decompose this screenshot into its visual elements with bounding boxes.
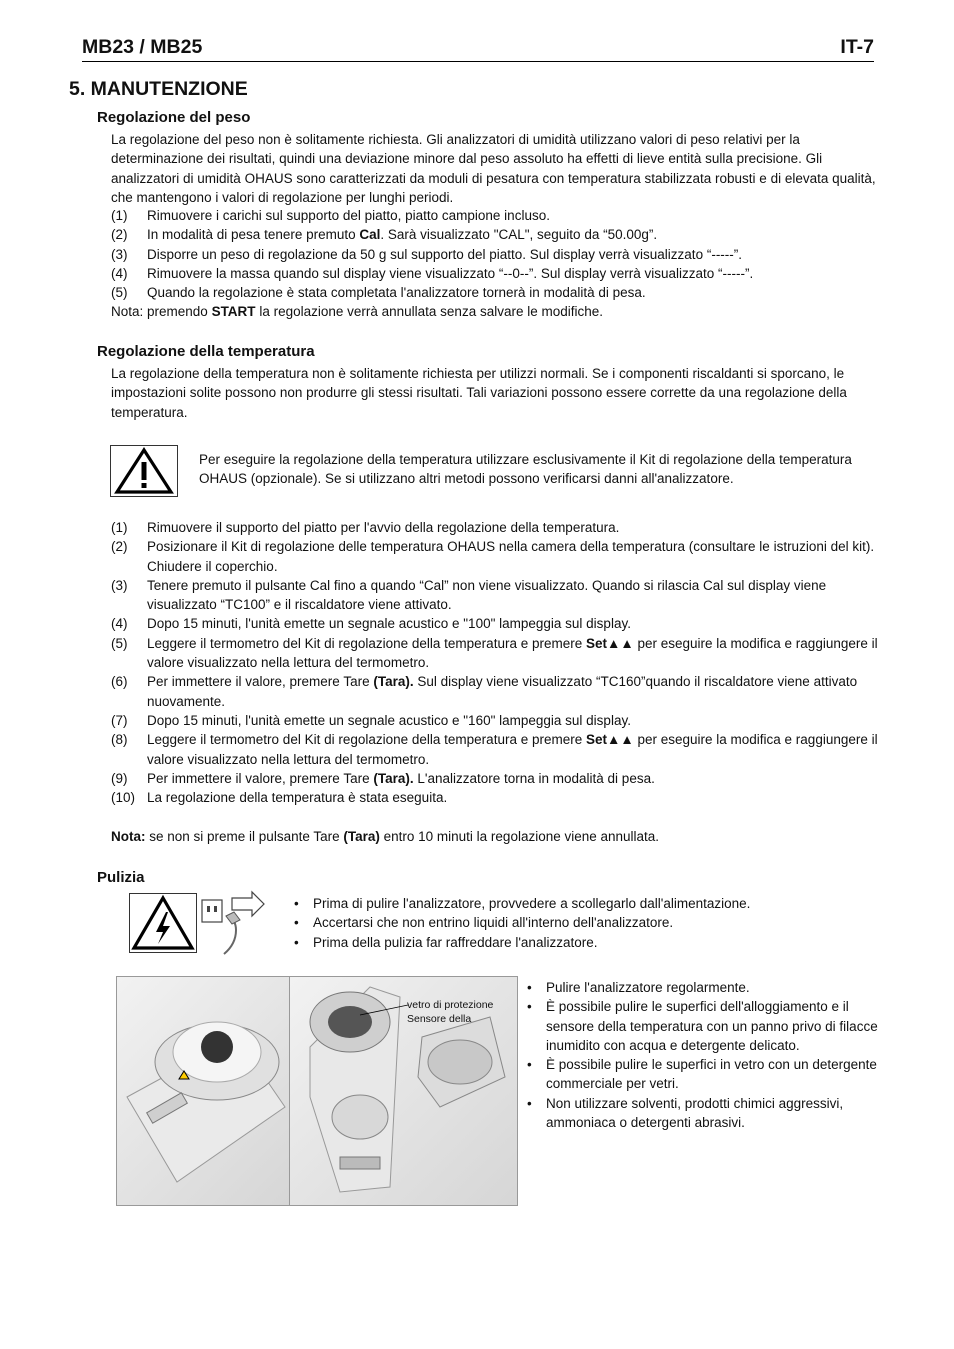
step-number: (3): [111, 577, 128, 593]
list-item: • È possibile pulire le superfici in vetro con un detergente commerciale per vetri.: [523, 1055, 883, 1094]
step-text: Dopo 15 minuti, l'unità emette un segnale acustico e "160" lampeggia sul display.: [147, 712, 631, 728]
photo-label-sensor: Sensore della: [407, 1013, 472, 1025]
subsection-title-pulizia: Pulizia: [97, 869, 145, 886]
step-text: per eseguire la modifica e raggiungere il valore visualizzato nella lettura del termometro.: [147, 635, 878, 671]
list-item: • Accertarsi che non entrino liquidi all'interno dell'analizzatore.: [290, 913, 890, 932]
step-text: Sul display viene visualizzato “TC160”quando il riscaldatore viene attivato nuovamente.: [147, 674, 858, 709]
list-item: [111, 769, 887, 788]
electric-hazard-icon: [129, 893, 197, 953]
step-text: Rimuovere la massa quando sul display viene visualizzato “--0--”. Sul display verrà visualizzato “-----”.: [147, 265, 754, 281]
step-text: Quando la regolazione è stata completata l'analizzatore tornerà in modalità di pesa.: [147, 285, 646, 301]
note-text: la regolazione verrà annullata senza salvare le modifiche.: [255, 304, 604, 319]
step-text: Rimuovere i carichi sul supporto del piatto, piatto campione incluso.: [147, 208, 550, 223]
list-item: [111, 264, 887, 283]
note-key: START: [211, 304, 256, 319]
note-text: entro 10 minuti la regolazione viene annullata.: [379, 829, 660, 844]
list-item: [111, 788, 887, 807]
peso-intro: La regolazione del peso non è solitamente richiesta. Gli analizzatori di umidità utilizzano valori di peso relativi per la determinazione dei risultati, quindi una deviazione minore dal peso assoluto ha effetti di lieve entità sulla precisione. Gli analizzatori di umidità OHAUS sono caratterizzati da moduli di pesatura con temperatura stabilizzata robusti e di elevata qualità, che mantengono i valori di regolazione per lunghi periodi.: [111, 132, 876, 205]
step-number: (3): [111, 246, 128, 262]
step-text: L'analizzatore torna in modalità di pesa.: [413, 770, 655, 786]
step-key: Set▲▲: [585, 635, 634, 651]
list-item: [111, 672, 887, 711]
temp-intro: La regolazione della temperatura non è solitamente richiesta per utilizzi normali. Se i componenti riscaldanti si sporcano, le impostazioni solite possono non produrre gli stessi risultati. Tali variazioni possono essere corrette da una regolazione della temperatura.: [111, 366, 847, 420]
list-item: [111, 283, 887, 302]
step-key: Cal: [359, 227, 381, 243]
step-text: Leggere il termometro del Kit di regolazione della temperatura e premere: [147, 732, 586, 748]
list-item: [111, 711, 887, 730]
step-text: . Sarà visualizzato "CAL", seguito da “50.00g”.: [380, 227, 658, 243]
list-item: • Prima della pulizia far raffreddare l'analizzatore.: [290, 933, 890, 952]
list-item: • Non utilizzare solventi, prodotti chimici aggressivi, ammoniaca o detergenti abrasivi.: [523, 1094, 883, 1133]
photo-label-glass: vetro di protezione: [407, 999, 494, 1011]
list-item: [111, 206, 887, 225]
header-page-number: IT-7: [840, 36, 874, 58]
step-text: Dopo 15 minuti, l'unità emette un segnale acustico e "100" lampeggia sul display.: [147, 616, 631, 632]
list-item: [111, 518, 887, 537]
note-key: (Tara): [343, 829, 380, 844]
step-number: (9): [111, 770, 128, 786]
list-item: [111, 576, 887, 615]
note-key: Nota:: [111, 829, 146, 844]
step-key: Set▲▲: [585, 732, 634, 748]
step-number: (5): [111, 285, 128, 301]
step-text: Tenere premuto il pulsante Cal fino a quando “Cal” non viene visualizzato. Quando si rilascia Cal sul display viene visualizzato “TC100” e il riscaldatore viene attivato.: [147, 577, 827, 613]
header-model: MB23 / MB25: [82, 36, 203, 58]
photo-label: [407, 998, 493, 1026]
step-key: (Tara).: [373, 674, 414, 690]
peso-steps: [111, 206, 887, 302]
list-item: [111, 634, 887, 673]
step-text: Rimuovere il supporto del piatto per l'avvio della regolazione della temperatura.: [147, 520, 620, 535]
list-item: [111, 225, 887, 244]
peso-note: [111, 302, 881, 321]
analyzer-open-image: [290, 977, 517, 1205]
step-number: (6): [111, 674, 128, 690]
step-number: (4): [111, 616, 128, 632]
step-number: (2): [111, 539, 128, 555]
step-number: (1): [111, 520, 128, 535]
step-text: La regolazione della temperatura è stata eseguita.: [147, 790, 448, 806]
warning-icon: [110, 445, 178, 497]
temp-note: [111, 827, 881, 846]
step-text: Per immettere il valore, premere Tare: [147, 770, 374, 786]
step-number: (10): [111, 790, 136, 806]
step-number: (1): [111, 208, 128, 223]
step-number: (5): [111, 635, 128, 651]
list-item: [111, 245, 887, 264]
list-item: • Pulire l'analizzatore regolarmente.: [523, 978, 883, 997]
step-number: (8): [111, 732, 128, 748]
step-key: (Tara).: [373, 770, 414, 786]
note-text: Nota: premendo: [111, 304, 212, 319]
analyzer-closed-image: [117, 977, 290, 1205]
step-text: Posizionare il Kit di regolazione delle temperatura OHAUS nella camera della temperatura (consultare le istruzioni del kit). Chiudere il coperchio.: [147, 539, 875, 574]
temp-warning-text: Per eseguire la regolazione della temperatura utilizzare esclusivamente il Kit di regolazione della temperatura OHAUS (opzionale). Se si utilizzano altri metodi possono verificarsi danni all'analizzatore.: [199, 452, 852, 487]
note-text: se non si preme il pulsante Tare: [145, 829, 344, 844]
list-item: • Prima di pulire l'analizzatore, provvedere a scollegarlo dall'alimentazione.: [290, 894, 890, 913]
subsection-title-temperatura: Regolazione della temperatura: [97, 343, 315, 360]
pulizia-bullets-cleaning: [523, 978, 883, 1132]
analyzer-photos: [116, 976, 518, 1206]
list-item: [111, 537, 887, 576]
subsection-title-peso: Regolazione del peso: [97, 109, 251, 126]
step-text: Leggere il termometro del Kit di regolazione della temperatura e premere: [147, 635, 586, 651]
unplug-icon: [198, 890, 272, 960]
step-text: per eseguire la modifica e raggiungere il valore visualizzato nella lettura del termometro.: [147, 732, 878, 767]
list-item: [111, 614, 887, 633]
step-text: Disporre un peso di regolazione da 50 g sul supporto del piatto. Sul display verrà visualizzato “-----”.: [147, 246, 743, 262]
step-number: (2): [111, 227, 128, 243]
temp-steps: [111, 518, 887, 807]
step-number: (7): [111, 712, 128, 728]
step-text: Per immettere il valore, premere Tare: [147, 674, 374, 690]
step-text: In modalità di pesa tenere premuto: [147, 227, 360, 243]
section-title: 5. MANUTENZIONE: [69, 78, 248, 100]
pulizia-bullets-safety: [290, 894, 890, 952]
list-item: • È possibile pulire le superfici dell'alloggiamento e il sensore della temperatura con un panno privo di filacce inumidito con acqua e detergente delicato.: [523, 997, 883, 1055]
list-item: [111, 730, 887, 769]
page-header: [82, 38, 874, 62]
step-number: (4): [111, 265, 128, 281]
